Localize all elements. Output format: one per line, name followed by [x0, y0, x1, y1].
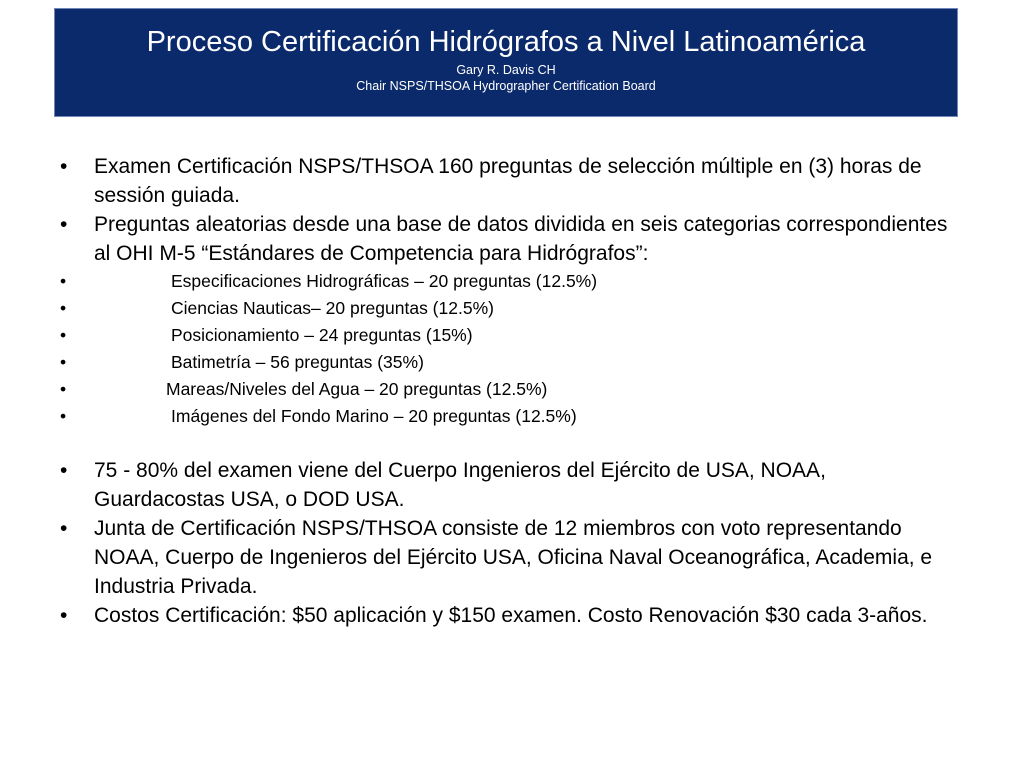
bullet-symbol: • [60, 517, 68, 540]
category-item [58, 322, 958, 349]
category-item [58, 403, 958, 430]
bullet-symbol: • [60, 379, 67, 399]
bullet-text-exam: Examen Certificación NSPS/THSOA 160 preguntas de selección múltiple en (3) horas de sessión guiada. [94, 155, 922, 207]
bullet-item [58, 152, 958, 210]
bullet-text-costs: Costos Certificación: $50 aplicación y $150 examen. Costo Renovación $30 cada 3-años. [94, 604, 928, 627]
category-item [58, 376, 958, 403]
bullet-symbol: • [60, 406, 67, 426]
category-text: Mareas/Niveles del Agua – 20 preguntas (12.5%) [166, 379, 548, 399]
presenter-name: Gary R. Davis CH [456, 63, 556, 77]
bullet-item [58, 514, 958, 601]
bullet-item [58, 456, 958, 514]
bullet-symbol: • [60, 604, 68, 627]
bullet-item [58, 601, 958, 630]
spacer [58, 430, 958, 456]
bullet-symbol: • [60, 352, 67, 372]
category-text: Ciencias Nauticas– 20 preguntas (12.5%) [171, 298, 494, 318]
bullet-symbol: • [60, 298, 67, 318]
bullet-symbol: • [60, 271, 67, 291]
bullet-symbol: • [60, 155, 68, 178]
bullet-symbol: • [60, 325, 67, 345]
category-text: Imágenes del Fondo Marino – 20 preguntas (12.5%) [171, 406, 577, 426]
title-banner [54, 8, 958, 117]
bullet-item [58, 210, 958, 268]
category-text: Batimetría – 56 preguntas (35%) [171, 352, 424, 372]
category-item [58, 268, 958, 295]
bullet-text-questions: Preguntas aleatorias desde una base de datos dividida en seis categorias correspondientes al OHI M-5 “Estándares de Competencia para Hidrógrafos”: [94, 213, 948, 265]
bullet-symbol: • [60, 459, 68, 482]
category-item [58, 349, 958, 376]
bullet-list [58, 152, 958, 630]
bullet-text-sources: 75 - 80% del examen viene del Cuerpo Ingenieros del Ejército de USA, NOAA, Guardacostas USA, o DOD USA. [94, 459, 826, 511]
bullet-text-board: Junta de Certificación NSPS/THSOA consiste de 12 miembros con voto representando NOAA, Cuerpo de Ingenieros del Ejército USA, Oficina Naval Oceanográfica, Academia, e Industria Privada. [94, 517, 933, 598]
slide-title: Proceso Certificación Hidrógrafos a Nivel Latinoamérica [146, 26, 866, 58]
category-text: Especificaciones Hidrográficas – 20 preguntas (12.5%) [171, 271, 598, 291]
presenter-role: Chair NSPS/THSOA Hydrographer Certification Board [356, 79, 656, 93]
category-item [58, 295, 958, 322]
category-text: Posicionamiento – 24 preguntas (15%) [171, 325, 473, 345]
bullet-symbol: • [60, 213, 68, 236]
